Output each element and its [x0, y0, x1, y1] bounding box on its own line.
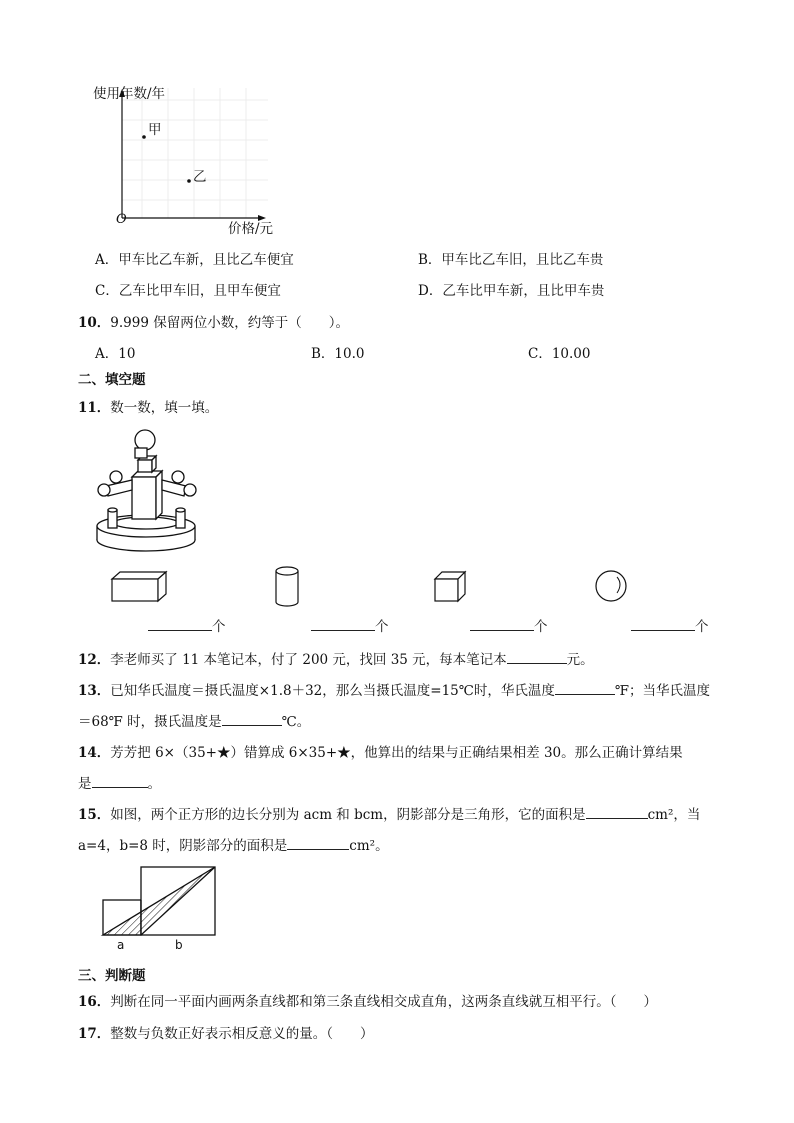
q13-text-c: ＝68℉ 时，摄氏温度是 [78, 714, 222, 730]
origin-label: O [116, 212, 127, 227]
q14-text-b: 是 [78, 776, 92, 792]
q13-text-b: ℉；当华氏温度 [614, 683, 710, 699]
q11-answer-cuboid [148, 615, 226, 635]
q14-number: 14． [78, 745, 111, 761]
cuboid-shape [108, 570, 170, 604]
q10-option-c[interactable]: C．10.00 [528, 346, 591, 362]
q13-text-a: 已知华氏温度＝摄氏温度×1.8＋32，那么当摄氏温度=15℃时，华氏温度 [110, 683, 555, 699]
q11-answer-sphere [631, 615, 709, 635]
q15-text-a: 如图，两个正方形的边长分别为 acm 和 bcm，阴影部分是三角形，它的面积是 [110, 807, 586, 823]
q12-question [78, 648, 594, 668]
q14-blank[interactable] [92, 775, 148, 788]
section-fill-in-heading: 二、填空题 [78, 372, 146, 388]
label-b: b [175, 938, 183, 952]
q11-blank-cylinder[interactable] [311, 618, 375, 631]
q9-option-d[interactable]: D．乙车比甲车新，且比甲车贵 [418, 283, 605, 299]
unit-label: 个 [375, 619, 389, 635]
q17-number: 17． [78, 1026, 111, 1042]
q12-blank[interactable] [507, 651, 567, 664]
q15-number: 15． [78, 807, 111, 823]
q16-question [78, 990, 657, 1010]
section-judge-heading: 三、判断题 [78, 968, 146, 984]
q11-answer-cube [470, 615, 548, 635]
q11-robot-figure [92, 422, 202, 557]
q14-text-c: 。 [147, 776, 161, 792]
q10-option-b[interactable]: B．10.0 [311, 346, 365, 362]
q13-blank-celsius[interactable] [222, 713, 282, 726]
cube-shape [432, 570, 468, 604]
q15-blank-area-value[interactable] [287, 837, 349, 850]
q10-text: 9.999 保留两位小数，约等于（ ）。 [110, 315, 349, 331]
q11-blank-cuboid[interactable] [148, 618, 212, 631]
q11-text: 数一数，填一填。 [110, 400, 219, 416]
q17-text: 整数与负数正好表示相反意义的量。（ ） [110, 1026, 374, 1042]
q9-option-c[interactable]: C．乙车比甲车旧，且甲车便宜 [95, 283, 281, 299]
sphere-shape [593, 568, 629, 604]
q15-squares-figure [100, 864, 222, 940]
chart-grid [122, 88, 268, 218]
q15-line2 [78, 834, 389, 854]
q10-number: 10． [78, 315, 111, 331]
label-a: a [117, 938, 125, 952]
q14-text-a: 芳芳把 6×（35+★）错算成 6×35+★，他算出的结果与正确结果相差 30。那么正确计算结果 [110, 745, 683, 761]
unit-label: 个 [695, 619, 709, 635]
point-jia [142, 135, 146, 139]
point-jia-label: 甲 [148, 122, 162, 138]
unit-label: 个 [534, 619, 548, 635]
x-axis-label: 价格/元 [228, 221, 274, 237]
q13-text-d: ℃。 [281, 714, 311, 730]
q11-blank-sphere[interactable] [631, 618, 695, 631]
q14-line1 [78, 741, 683, 761]
q15-text-c: a=4，b=8 时，阴影部分的面积是 [78, 838, 288, 854]
q13-line2 [78, 710, 310, 730]
point-yi-label: 乙 [193, 169, 207, 185]
y-axis-label: 使用年数/年 [93, 86, 166, 102]
q11-question [78, 396, 218, 416]
q15-line1 [78, 803, 700, 823]
q14-line2 [78, 772, 161, 792]
q11-number: 11． [78, 400, 111, 416]
q17-question [78, 1022, 374, 1042]
q11-answer-cylinder [311, 615, 389, 635]
q15-text-b: cm²，当 [647, 807, 701, 823]
q12-text-pre: 李老师买了 11 本笔记本，付了 200 元，找回 35 元，每本笔记本 [110, 652, 507, 668]
q15-blank-area-formula[interactable] [586, 806, 648, 819]
unit-label: 个 [212, 619, 226, 635]
q9-option-b[interactable]: B．甲车比乙车旧，且比乙车贵 [418, 252, 604, 268]
q10-option-a[interactable]: A．10 [95, 346, 136, 362]
q11-blank-cube[interactable] [470, 618, 534, 631]
q15-text-d: cm²。 [349, 838, 389, 854]
point-yi [187, 179, 191, 183]
q12-text-post: 元。 [566, 652, 594, 668]
cylinder-shape [272, 566, 302, 608]
q16-number: 16． [78, 994, 111, 1010]
q13-line1 [78, 679, 710, 699]
q16-text: 判断在同一平面内画两条直线都和第三条直线相交成直角，这两条直线就互相平行。（ ） [110, 994, 658, 1010]
q10-question [78, 311, 349, 331]
q12-number: 12． [78, 652, 111, 668]
q13-blank-fahrenheit[interactable] [555, 682, 615, 695]
q9-option-a[interactable]: A．甲车比乙车新，且比乙车便宜 [95, 252, 294, 268]
q13-number: 13． [78, 683, 111, 699]
